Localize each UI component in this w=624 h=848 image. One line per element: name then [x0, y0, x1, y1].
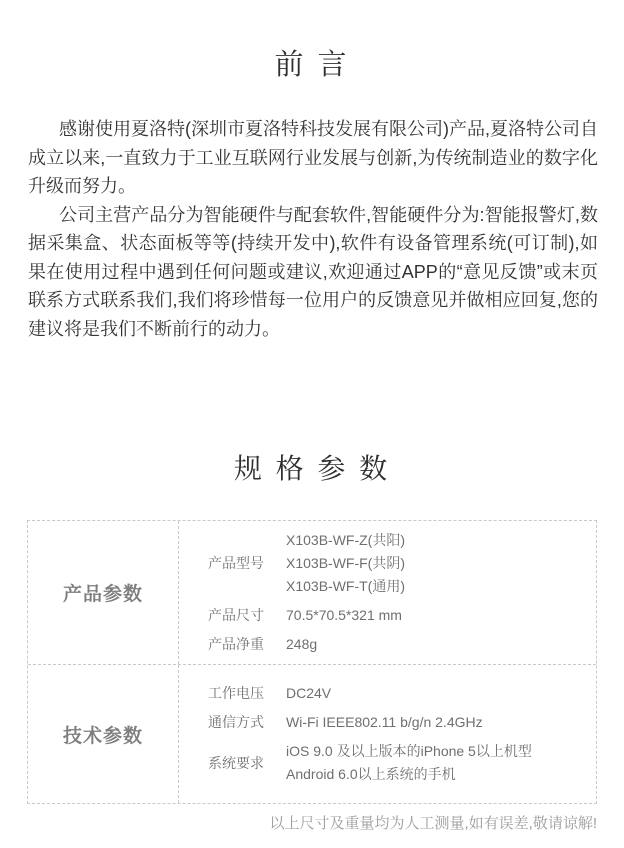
prop-values-size: [286, 604, 402, 627]
model-value-3: X103B-WF-T(通用): [286, 578, 405, 594]
product-properties: [179, 521, 596, 664]
model-value-1: X103B-WF-Z(共阳): [286, 532, 405, 548]
communication-value: Wi-Fi IEEE802.11 b/g/n 2.4GHz: [286, 714, 483, 730]
prop-weight: [208, 633, 596, 656]
prop-communication: [208, 711, 596, 734]
prop-label-size: 产品尺寸: [208, 607, 264, 623]
prop-label-system-requirements: 系统要求: [208, 754, 264, 771]
preface-body: [28, 115, 598, 343]
prop-label-weight: 产品净重: [208, 636, 264, 652]
system-requirement-ios: iOS 9.0 及以上版本的iPhone 5以上机型: [286, 743, 532, 759]
model-value-2: X103B-WF-F(共阴): [286, 555, 405, 571]
prop-values-weight: [286, 633, 317, 656]
prop-label-communication: 通信方式: [208, 714, 264, 730]
voltage-value: DC24V: [286, 685, 332, 701]
prop-system-requirements: [208, 740, 596, 786]
tech-properties: [179, 665, 596, 803]
category-label-product: 产品参数: [28, 521, 179, 664]
prop-voltage: [208, 682, 596, 705]
prop-model: [208, 529, 596, 598]
spec-table: [27, 520, 597, 804]
prop-label-model: 产品型号: [208, 555, 264, 571]
spec-row-tech: [28, 664, 596, 803]
spec-row-product: [28, 521, 596, 664]
prop-values-voltage: [286, 682, 331, 705]
measurement-disclaimer: 以上尺寸及重量均为人工测量,如有误差,敬请谅解!: [269, 815, 597, 832]
category-label-tech: 技术参数: [28, 665, 179, 803]
prop-label-voltage: 工作电压: [208, 685, 264, 701]
preface-title: 前 言: [274, 49, 350, 81]
preface-paragraph-1: 感谢使用夏洛特(深圳市夏洛特科技发展有限公司)产品,夏洛特公司自成立以来,一直致力于工业互联网行业发展与创新,为传统制造业的数字化升级而努力。: [28, 119, 598, 196]
prop-values-system-requirements: [286, 740, 532, 786]
preface-paragraph-2: 公司主营产品分为智能硬件与配套软件,智能硬件分为:智能报警灯,数据采集盒、状态面板等等(持续开发中),软件有设备管理系统(可订制),如果在使用过程中遇到任何问题或建议,欢迎通过APP的“意见反馈”或末页联系方式联系我们,我们将珍惜每一位用户的反馈意见并做相应回复,您的建议将是我们不断前行的动力。: [28, 204, 598, 339]
prop-size: [208, 604, 596, 627]
size-value: 70.5*70.5*321 mm: [286, 607, 402, 623]
weight-value: 248g: [286, 636, 318, 652]
specs-title: 规 格 参 数: [233, 453, 391, 484]
system-requirement-android: Android 6.0以上系统的手机: [286, 766, 456, 782]
prop-values-communication: [286, 711, 483, 734]
prop-values-model: [286, 529, 405, 598]
